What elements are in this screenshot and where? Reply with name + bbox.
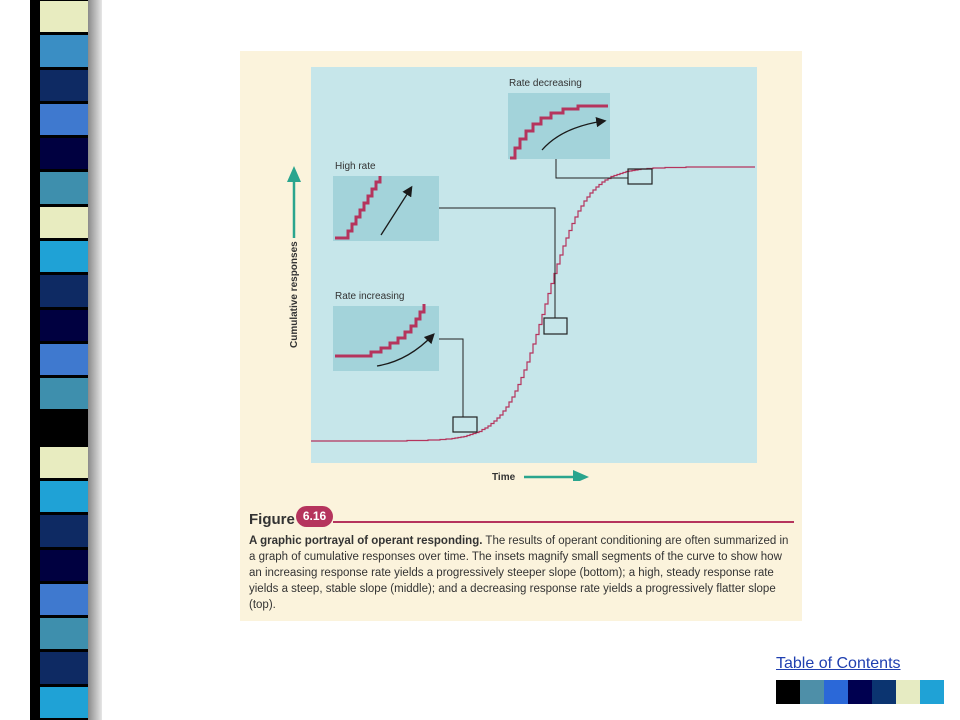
inset-title-rate-decreasing: Rate decreasing [509, 78, 582, 89]
left-bar-block [40, 344, 88, 375]
left-bar-block [40, 550, 88, 581]
caption-title: A graphic portrayal of operant responding. [249, 535, 483, 547]
toc-swatch [848, 680, 872, 704]
connector-line-middle [439, 208, 555, 318]
left-decorative-bar [30, 0, 102, 720]
left-bar-block [40, 618, 88, 649]
left-bar-block [40, 687, 88, 718]
toc-swatch [800, 680, 824, 704]
toc-color-swatches [776, 680, 944, 704]
left-bar-block [40, 481, 88, 512]
toc-swatch [920, 680, 944, 704]
caption-rule [333, 521, 794, 523]
left-bar-block [40, 104, 88, 135]
figure-label: Figure [249, 511, 295, 528]
caption-body: The results of operant conditioning are often summarized in a graph of cumulative responses over time. The insets magnify small segments of the curve to show how an increasing response rate yields a progressively steeper slope (bottom); a high, steady response rate yields a steep, stable slope (middle); and a decreasing response rate yields a progressively flatter slope (top). [249, 535, 789, 611]
x-axis-label: Time [492, 472, 516, 481]
left-bar-block [40, 207, 88, 238]
figure-panel [240, 51, 802, 621]
cumulative-response-diagram [240, 51, 802, 481]
left-bar-block [40, 652, 88, 683]
left-bar-block [40, 138, 88, 169]
left-bar-block [40, 515, 88, 546]
inset-title-high-rate: High rate [335, 161, 376, 172]
left-bar-block [40, 70, 88, 101]
y-axis-label: Cumulative responses [289, 241, 300, 348]
inset-rate-decreasing [508, 93, 610, 159]
toc-swatch [824, 680, 848, 704]
inset-title-rate-increasing: Rate increasing [335, 291, 405, 302]
magnifier-box-middle [544, 318, 567, 334]
figure-number-badge: 6.16 [296, 506, 333, 527]
caption-text [249, 533, 794, 613]
left-bar-block [40, 447, 88, 478]
left-bar-block [40, 172, 88, 203]
left-bar-block [40, 241, 88, 272]
table-of-contents-link[interactable]: Table of Contents [776, 655, 901, 672]
left-bar-block [40, 275, 88, 306]
inset-rate-increasing [333, 306, 439, 371]
toc-swatch [896, 680, 920, 704]
left-bar-block [40, 412, 88, 443]
toc-swatch [776, 680, 800, 704]
left-bar-block [40, 584, 88, 615]
left-bar-block [40, 310, 88, 341]
connector-line-bottom [439, 339, 463, 417]
left-bar-shadow [88, 0, 102, 720]
toc-swatch [872, 680, 896, 704]
y-axis-arrowhead [287, 166, 301, 182]
left-bar-block [40, 35, 88, 66]
x-axis-arrowhead [573, 470, 589, 481]
magnifier-box-bottom [453, 417, 477, 432]
left-bar-block [40, 1, 88, 32]
left-bar-block [40, 378, 88, 409]
